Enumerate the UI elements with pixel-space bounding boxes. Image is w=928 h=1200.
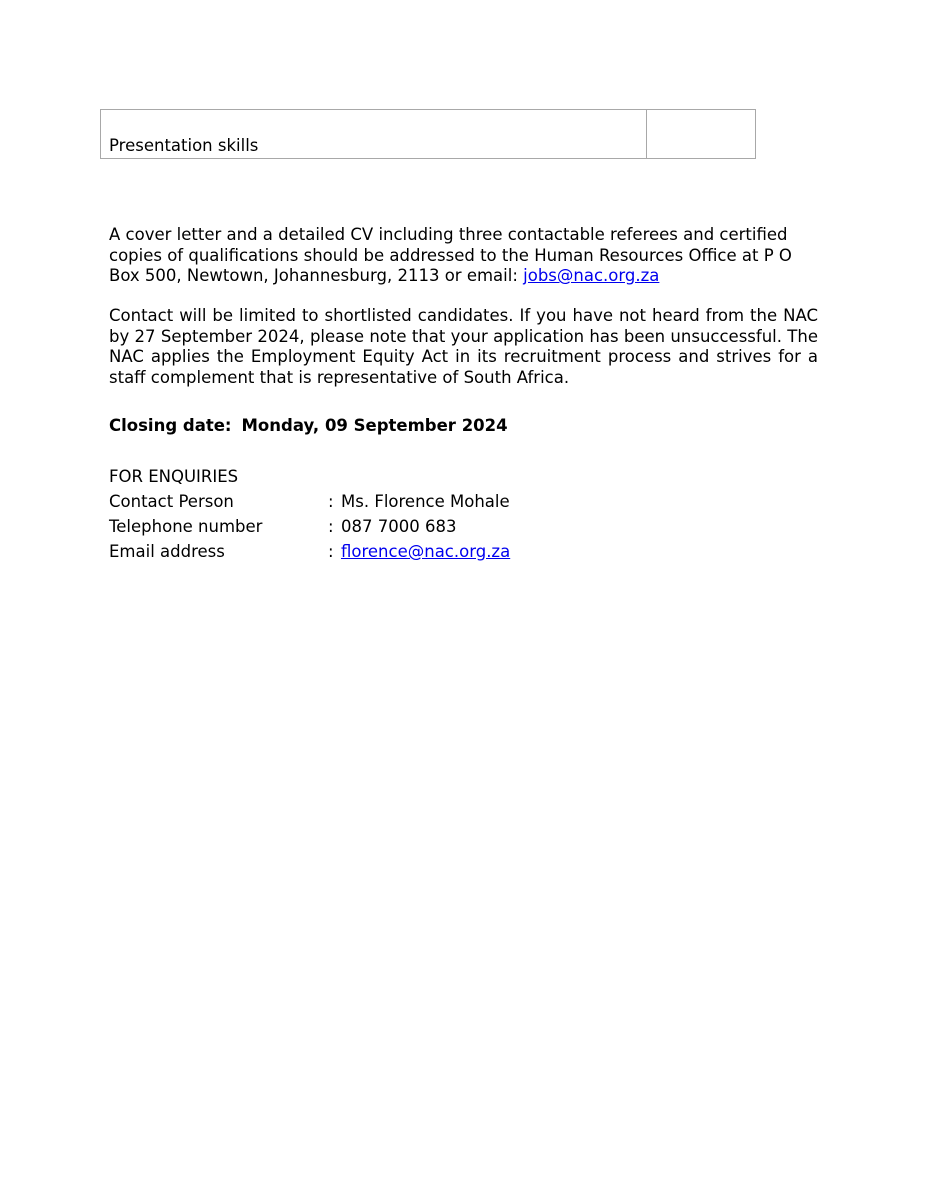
telephone-row xyxy=(109,514,510,539)
skill-cell xyxy=(101,110,647,158)
skills-table xyxy=(100,109,756,159)
notice-paragraph: Contact will be limited to shortlisted candidates. If you have not heard from the NAC by 27 September 2024, please note that your application has been unsuccessful. The NAC applies the Employment Equity Act in its recruitment process and strives for a staff complement that is representative of South Africa. xyxy=(109,306,818,387)
closing-date-label: Closing date: xyxy=(109,416,232,435)
email-separator: : xyxy=(328,542,334,561)
contact-email-link[interactable]: florence@nac.org.za xyxy=(341,542,511,561)
telephone-value: 087 7000 683 xyxy=(341,517,457,536)
email-label: Email address xyxy=(109,542,225,561)
contact-person-separator: : xyxy=(328,492,334,511)
telephone-separator: : xyxy=(328,517,334,536)
contact-person-value: Ms. Florence Mohale xyxy=(341,492,510,511)
skill-label: Presentation skills xyxy=(109,136,259,155)
application-paragraph xyxy=(109,225,818,287)
enquiries-heading: FOR ENQUIRIES xyxy=(109,467,239,486)
contact-person-label: Contact Person xyxy=(109,492,234,511)
enquiries-section xyxy=(109,464,510,564)
contact-person-row xyxy=(109,489,510,514)
closing-date xyxy=(109,415,508,437)
telephone-label: Telephone number xyxy=(109,517,263,536)
skill-rating-cell xyxy=(647,110,755,158)
closing-date-value: Monday, 09 September 2024 xyxy=(241,416,508,435)
enquiries-heading-row xyxy=(109,464,510,489)
jobs-email-link[interactable]: jobs@nac.org.za xyxy=(523,266,660,285)
application-text: A cover letter and a detailed CV including three contactable referees and certified copies of qualifications should be addressed to the Human Resources Office at P O Box 500, Newtown, Johannesburg, 2113 or email: xyxy=(109,225,792,285)
email-row xyxy=(109,539,510,564)
